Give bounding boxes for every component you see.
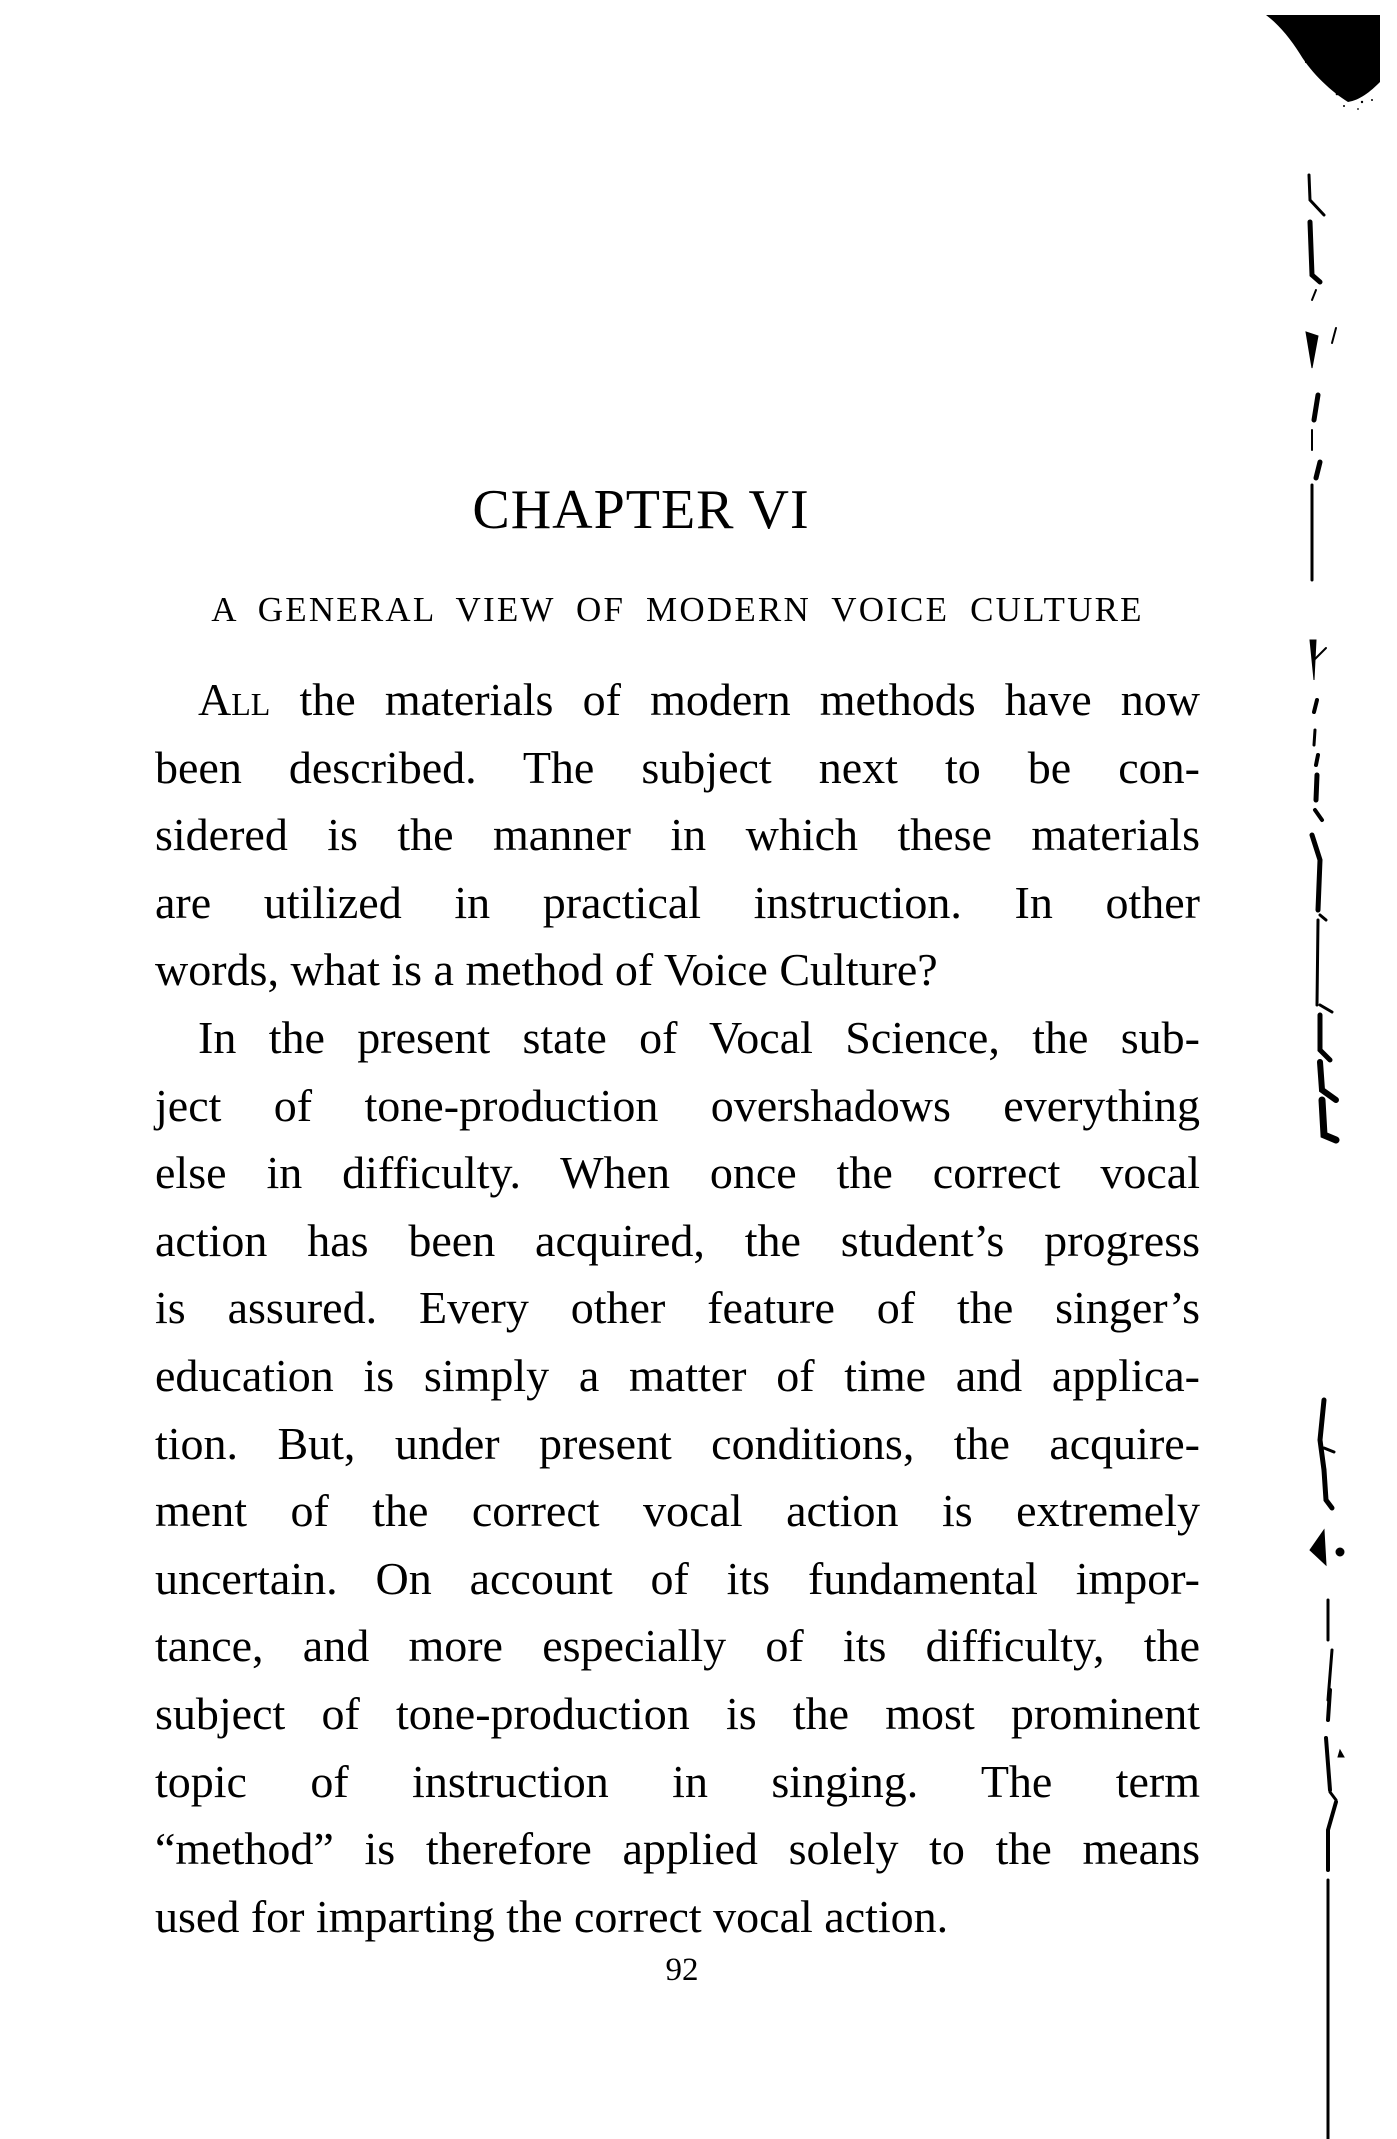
binding-edge-icon	[1240, 0, 1397, 2139]
text-line: subject of tone-production is the most prominent	[155, 1687, 1200, 1739]
text-line: tion. But, under present conditions, the acquire-	[155, 1417, 1200, 1469]
text-line: words, what is a method of Voice Culture?	[155, 944, 938, 996]
text-line: is assured. Every other feature of the singer’s	[155, 1282, 1200, 1334]
text-line: “method” is therefore applied solely to the means	[155, 1823, 1200, 1875]
page-number: 92	[665, 1952, 699, 1988]
text-line: sidered is the manner in which these materials	[155, 809, 1200, 861]
body-text	[155, 666, 1200, 1950]
text-line: used for imparting the correct vocal action.	[155, 1890, 949, 1942]
drop-lead-word: All	[198, 674, 271, 725]
text-line: been described. The subject next to be con-	[155, 741, 1200, 793]
text-line: tance, and more especially of its difficulty, the	[155, 1620, 1200, 1672]
text-line: are utilized in practical instruction. In other	[155, 876, 1200, 928]
text-line: ment of the correct vocal action is extremely	[155, 1485, 1200, 1537]
text-line: In the present state of Vocal Science, the sub-	[198, 1011, 1200, 1063]
text-line: else in difficulty. When once the correct vocal	[155, 1147, 1200, 1199]
chapter-title: A GENERAL VIEW OF MODERN VOICE CULTURE	[211, 590, 1144, 629]
text-line: education is simply a matter of time and applica-	[155, 1349, 1200, 1401]
paragraph-2	[155, 1004, 1200, 1950]
text-line: uncertain. On account of its fundamental impor-	[155, 1552, 1200, 1604]
paragraph-1	[155, 666, 1200, 1004]
text-line: ject of tone-production overshadows everything	[155, 1079, 1200, 1131]
text-line: topic of instruction in singing. The term	[155, 1755, 1200, 1807]
text-line: action has been acquired, the student’s progress	[155, 1214, 1200, 1266]
text-line: All the materials of modern methods have now	[198, 674, 1200, 725]
chapter-number-heading: CHAPTER VI	[472, 479, 810, 541]
